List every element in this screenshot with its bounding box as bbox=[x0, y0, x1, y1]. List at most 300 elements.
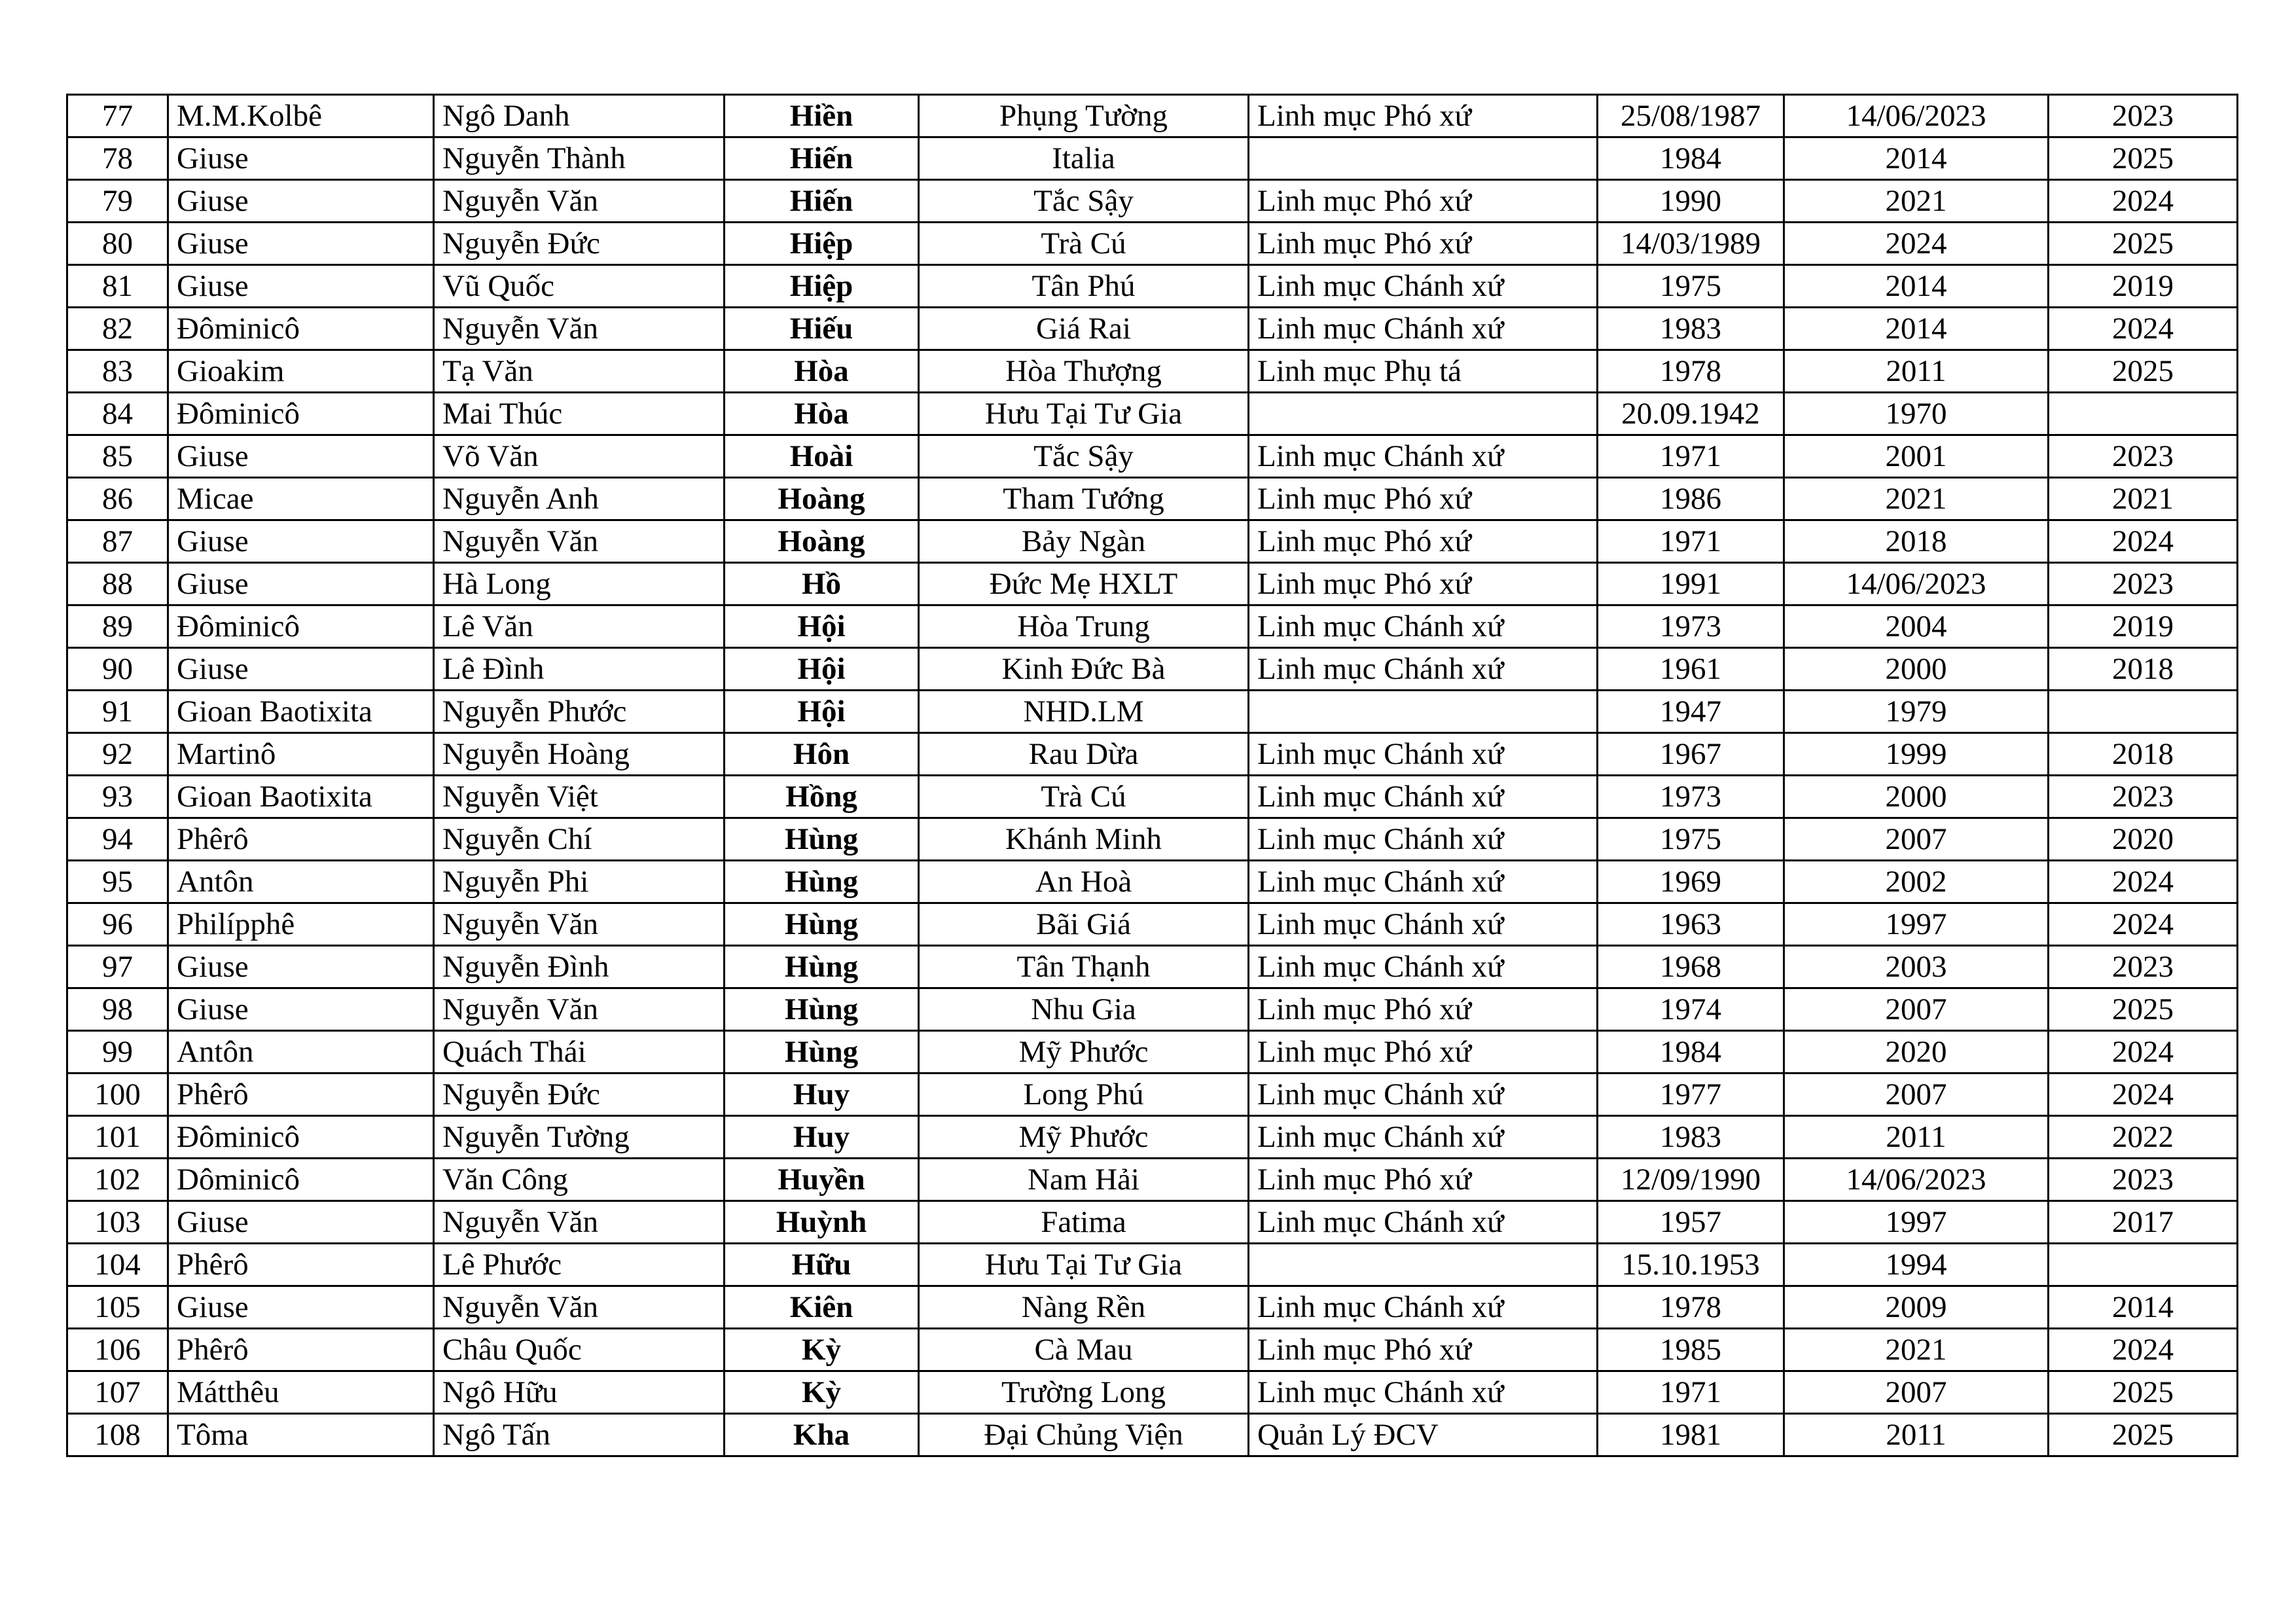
cell-row-number: 93 bbox=[67, 776, 168, 818]
cell-appointment-year: 2024 bbox=[2049, 1031, 2238, 1074]
table-row bbox=[67, 776, 2238, 818]
cell-given-name: Huyền bbox=[725, 1159, 919, 1201]
cell-appointment-year bbox=[2049, 393, 2238, 435]
cell-family-name: Văn Công bbox=[434, 1159, 725, 1201]
cell-given-name: Hùng bbox=[725, 861, 919, 903]
cell-appointment-year: 2014 bbox=[2049, 1286, 2238, 1329]
table-row bbox=[67, 1116, 2238, 1159]
table-row bbox=[67, 1201, 2238, 1244]
cell-birth-date: 1986 bbox=[1598, 478, 1784, 520]
cell-birth-date: 1973 bbox=[1598, 776, 1784, 818]
cell-appointment-year: 2025 bbox=[2049, 988, 2238, 1031]
cell-appointment-year: 2019 bbox=[2049, 265, 2238, 308]
cell-ordination-date: 2001 bbox=[1784, 435, 2049, 478]
cell-ordination-date: 2003 bbox=[1784, 946, 2049, 988]
cell-family-name: Nguyễn Văn bbox=[434, 308, 725, 350]
cell-row-number: 78 bbox=[67, 137, 168, 180]
cell-birth-date: 1983 bbox=[1598, 308, 1784, 350]
cell-row-number: 85 bbox=[67, 435, 168, 478]
cell-row-number: 88 bbox=[67, 563, 168, 605]
cell-family-name: Nguyễn Văn bbox=[434, 1201, 725, 1244]
cell-role: Linh mục Phó xứ bbox=[1249, 988, 1598, 1031]
cell-saint-name: Antôn bbox=[168, 1031, 434, 1074]
cell-appointment-year bbox=[2049, 691, 2238, 733]
cell-ordination-date: 2014 bbox=[1784, 308, 2049, 350]
table-row bbox=[67, 393, 2238, 435]
cell-appointment-year: 2025 bbox=[2049, 137, 2238, 180]
table-row bbox=[67, 691, 2238, 733]
cell-given-name: Hồng bbox=[725, 776, 919, 818]
cell-family-name: Nguyễn Đức bbox=[434, 1074, 725, 1116]
cell-role: Linh mục Phó xứ bbox=[1249, 1031, 1598, 1074]
cell-given-name: Hội bbox=[725, 691, 919, 733]
cell-saint-name: Giuse bbox=[168, 648, 434, 691]
cell-ordination-date: 1994 bbox=[1784, 1244, 2049, 1286]
table-row bbox=[67, 223, 2238, 265]
cell-row-number: 105 bbox=[67, 1286, 168, 1329]
cell-ordination-date: 1997 bbox=[1784, 903, 2049, 946]
cell-row-number: 81 bbox=[67, 265, 168, 308]
cell-given-name: Hiệp bbox=[725, 265, 919, 308]
cell-given-name: Huy bbox=[725, 1116, 919, 1159]
cell-family-name: Ngô Hữu bbox=[434, 1371, 725, 1414]
cell-appointment-year: 2024 bbox=[2049, 308, 2238, 350]
cell-ordination-date: 2014 bbox=[1784, 265, 2049, 308]
cell-role: Linh mục Chánh xứ bbox=[1249, 1286, 1598, 1329]
table-row bbox=[67, 478, 2238, 520]
cell-appointment-year: 2025 bbox=[2049, 223, 2238, 265]
cell-row-number: 98 bbox=[67, 988, 168, 1031]
cell-given-name: Hiền bbox=[725, 95, 919, 137]
cell-family-name: Nguyễn Thành bbox=[434, 137, 725, 180]
cell-parish: Hòa Thượng bbox=[919, 350, 1249, 393]
cell-given-name: Hoàng bbox=[725, 520, 919, 563]
cell-row-number: 97 bbox=[67, 946, 168, 988]
cell-appointment-year: 2020 bbox=[2049, 818, 2238, 861]
cell-ordination-date: 14/06/2023 bbox=[1784, 95, 2049, 137]
cell-birth-date: 1981 bbox=[1598, 1414, 1784, 1456]
cell-row-number: 77 bbox=[67, 95, 168, 137]
cell-birth-date: 1971 bbox=[1598, 520, 1784, 563]
cell-saint-name: Giuse bbox=[168, 946, 434, 988]
cell-parish: Italia bbox=[919, 137, 1249, 180]
cell-family-name: Hà Long bbox=[434, 563, 725, 605]
cell-ordination-date: 2007 bbox=[1784, 1074, 2049, 1116]
cell-role: Linh mục Phó xứ bbox=[1249, 1159, 1598, 1201]
cell-family-name: Ngô Tấn bbox=[434, 1414, 725, 1456]
table-row bbox=[67, 520, 2238, 563]
cell-parish: An Hoà bbox=[919, 861, 1249, 903]
cell-birth-date: 1985 bbox=[1598, 1329, 1784, 1371]
cell-given-name: Huy bbox=[725, 1074, 919, 1116]
cell-role: Linh mục Chánh xứ bbox=[1249, 605, 1598, 648]
cell-ordination-date: 2009 bbox=[1784, 1286, 2049, 1329]
cell-parish: Rau Dừa bbox=[919, 733, 1249, 776]
table-row bbox=[67, 861, 2238, 903]
cell-given-name: Hôn bbox=[725, 733, 919, 776]
cell-family-name: Nguyễn Văn bbox=[434, 988, 725, 1031]
cell-appointment-year: 2021 bbox=[2049, 478, 2238, 520]
table-row bbox=[67, 1031, 2238, 1074]
cell-row-number: 84 bbox=[67, 393, 168, 435]
cell-parish: Hưu Tại Tư Gia bbox=[919, 393, 1249, 435]
table-row bbox=[67, 350, 2238, 393]
cell-birth-date: 1978 bbox=[1598, 1286, 1784, 1329]
cell-ordination-date: 2002 bbox=[1784, 861, 2049, 903]
cell-row-number: 92 bbox=[67, 733, 168, 776]
cell-role: Linh mục Phó xứ bbox=[1249, 180, 1598, 223]
cell-parish: Hòa Trung bbox=[919, 605, 1249, 648]
cell-appointment-year: 2025 bbox=[2049, 1414, 2238, 1456]
cell-birth-date: 1983 bbox=[1598, 1116, 1784, 1159]
cell-row-number: 89 bbox=[67, 605, 168, 648]
cell-role: Linh mục Chánh xứ bbox=[1249, 733, 1598, 776]
cell-row-number: 106 bbox=[67, 1329, 168, 1371]
cell-parish: NHD.LM bbox=[919, 691, 1249, 733]
cell-appointment-year: 2022 bbox=[2049, 1116, 2238, 1159]
cell-row-number: 94 bbox=[67, 818, 168, 861]
cell-appointment-year: 2024 bbox=[2049, 903, 2238, 946]
cell-family-name: Võ Văn bbox=[434, 435, 725, 478]
cell-row-number: 86 bbox=[67, 478, 168, 520]
cell-role bbox=[1249, 1244, 1598, 1286]
cell-parish: Trà Cú bbox=[919, 223, 1249, 265]
cell-saint-name: Giuse bbox=[168, 1201, 434, 1244]
cell-ordination-date: 14/06/2023 bbox=[1784, 563, 2049, 605]
cell-row-number: 101 bbox=[67, 1116, 168, 1159]
cell-ordination-date: 14/06/2023 bbox=[1784, 1159, 2049, 1201]
cell-family-name: Lê Văn bbox=[434, 605, 725, 648]
cell-given-name: Hòa bbox=[725, 393, 919, 435]
cell-saint-name: Philípphê bbox=[168, 903, 434, 946]
cell-birth-date: 20.09.1942 bbox=[1598, 393, 1784, 435]
cell-parish: Tân Thạnh bbox=[919, 946, 1249, 988]
cell-role: Linh mục Chánh xứ bbox=[1249, 818, 1598, 861]
cell-birth-date: 1971 bbox=[1598, 1371, 1784, 1414]
table-row bbox=[67, 1371, 2238, 1414]
cell-role: Linh mục Chánh xứ bbox=[1249, 946, 1598, 988]
cell-saint-name: Martinô bbox=[168, 733, 434, 776]
cell-appointment-year: 2023 bbox=[2049, 776, 2238, 818]
cell-role: Linh mục Phó xứ bbox=[1249, 563, 1598, 605]
cell-family-name: Nguyễn Đức bbox=[434, 223, 725, 265]
table-row bbox=[67, 1329, 2238, 1371]
cell-saint-name: Tôma bbox=[168, 1414, 434, 1456]
cell-role: Linh mục Chánh xứ bbox=[1249, 308, 1598, 350]
cell-given-name: Hùng bbox=[725, 988, 919, 1031]
cell-family-name: Châu Quốc bbox=[434, 1329, 725, 1371]
cell-row-number: 90 bbox=[67, 648, 168, 691]
cell-appointment-year: 2023 bbox=[2049, 563, 2238, 605]
table-row bbox=[67, 946, 2238, 988]
cell-ordination-date: 2021 bbox=[1784, 1329, 2049, 1371]
cell-row-number: 79 bbox=[67, 180, 168, 223]
cell-birth-date: 1963 bbox=[1598, 903, 1784, 946]
cell-given-name: Hội bbox=[725, 605, 919, 648]
cell-parish: Cà Mau bbox=[919, 1329, 1249, 1371]
cell-row-number: 107 bbox=[67, 1371, 168, 1414]
cell-birth-date: 1974 bbox=[1598, 988, 1784, 1031]
table-row bbox=[67, 988, 2238, 1031]
cell-row-number: 103 bbox=[67, 1201, 168, 1244]
cell-saint-name: Phêrô bbox=[168, 1329, 434, 1371]
cell-given-name: Kiên bbox=[725, 1286, 919, 1329]
cell-parish: Bãi Giá bbox=[919, 903, 1249, 946]
cell-saint-name: Giuse bbox=[168, 988, 434, 1031]
cell-role: Linh mục Chánh xứ bbox=[1249, 1116, 1598, 1159]
cell-ordination-date: 1997 bbox=[1784, 1201, 2049, 1244]
cell-appointment-year: 2023 bbox=[2049, 435, 2238, 478]
table-row bbox=[67, 903, 2238, 946]
cell-ordination-date: 2000 bbox=[1784, 776, 2049, 818]
cell-parish: Tắc Sậy bbox=[919, 180, 1249, 223]
cell-row-number: 108 bbox=[67, 1414, 168, 1456]
cell-parish: Nhu Gia bbox=[919, 988, 1249, 1031]
cell-birth-date: 1984 bbox=[1598, 1031, 1784, 1074]
cell-birth-date: 1977 bbox=[1598, 1074, 1784, 1116]
cell-role: Linh mục Phó xứ bbox=[1249, 223, 1598, 265]
cell-saint-name: Antôn bbox=[168, 861, 434, 903]
cell-ordination-date: 2000 bbox=[1784, 648, 2049, 691]
cell-ordination-date: 2011 bbox=[1784, 1116, 2049, 1159]
cell-row-number: 102 bbox=[67, 1159, 168, 1201]
cell-parish: Tân Phú bbox=[919, 265, 1249, 308]
cell-saint-name: Đôminicô bbox=[168, 1116, 434, 1159]
cell-given-name: Hiến bbox=[725, 137, 919, 180]
cell-saint-name: Giuse bbox=[168, 520, 434, 563]
cell-family-name: Nguyễn Phi bbox=[434, 861, 725, 903]
cell-given-name: Hùng bbox=[725, 1031, 919, 1074]
cell-role bbox=[1249, 393, 1598, 435]
cell-saint-name: M.M.Kolbê bbox=[168, 95, 434, 137]
cell-given-name: Kỳ bbox=[725, 1329, 919, 1371]
cell-saint-name: Giuse bbox=[168, 180, 434, 223]
cell-appointment-year: 2018 bbox=[2049, 648, 2238, 691]
cell-family-name: Quách Thái bbox=[434, 1031, 725, 1074]
cell-parish: Kinh Đức Bà bbox=[919, 648, 1249, 691]
cell-role: Linh mục Chánh xứ bbox=[1249, 265, 1598, 308]
cell-parish: Tắc Sậy bbox=[919, 435, 1249, 478]
cell-parish: Fatima bbox=[919, 1201, 1249, 1244]
table-row bbox=[67, 648, 2238, 691]
cell-row-number: 91 bbox=[67, 691, 168, 733]
cell-saint-name: Phêrô bbox=[168, 1244, 434, 1286]
cell-parish: Phụng Tường bbox=[919, 95, 1249, 137]
cell-row-number: 104 bbox=[67, 1244, 168, 1286]
cell-ordination-date: 2021 bbox=[1784, 478, 2049, 520]
cell-role: Linh mục Phó xứ bbox=[1249, 95, 1598, 137]
cell-family-name: Nguyễn Tường bbox=[434, 1116, 725, 1159]
cell-saint-name: Giuse bbox=[168, 223, 434, 265]
cell-appointment-year: 2025 bbox=[2049, 1371, 2238, 1414]
cell-given-name: Hiến bbox=[725, 180, 919, 223]
table-row bbox=[67, 605, 2238, 648]
cell-birth-date: 1957 bbox=[1598, 1201, 1784, 1244]
cell-family-name: Nguyễn Văn bbox=[434, 180, 725, 223]
cell-saint-name: Giuse bbox=[168, 265, 434, 308]
cell-parish: Giá Rai bbox=[919, 308, 1249, 350]
cell-given-name: Hùng bbox=[725, 903, 919, 946]
cell-given-name: Hòa bbox=[725, 350, 919, 393]
cell-birth-date: 14/03/1989 bbox=[1598, 223, 1784, 265]
cell-ordination-date: 2007 bbox=[1784, 1371, 2049, 1414]
cell-given-name: Hùng bbox=[725, 946, 919, 988]
cell-given-name: Hùng bbox=[725, 818, 919, 861]
cell-given-name: Hiếu bbox=[725, 308, 919, 350]
cell-given-name: Hồ bbox=[725, 563, 919, 605]
table-row bbox=[67, 137, 2238, 180]
cell-family-name: Tạ Văn bbox=[434, 350, 725, 393]
cell-given-name: Hội bbox=[725, 648, 919, 691]
cell-saint-name: Đôminicô bbox=[168, 393, 434, 435]
cell-family-name: Nguyễn Văn bbox=[434, 1286, 725, 1329]
cell-ordination-date: 2024 bbox=[1784, 223, 2049, 265]
cell-saint-name: Gioakim bbox=[168, 350, 434, 393]
cell-row-number: 83 bbox=[67, 350, 168, 393]
cell-ordination-date: 1999 bbox=[1784, 733, 2049, 776]
table-row bbox=[67, 308, 2238, 350]
cell-ordination-date: 2007 bbox=[1784, 988, 2049, 1031]
cell-birth-date: 1967 bbox=[1598, 733, 1784, 776]
cell-role bbox=[1249, 137, 1598, 180]
cell-parish: Mỹ Phước bbox=[919, 1116, 1249, 1159]
cell-parish: Đại Chủng Viện bbox=[919, 1414, 1249, 1456]
cell-family-name: Nguyễn Đình bbox=[434, 946, 725, 988]
table-row bbox=[67, 563, 2238, 605]
cell-appointment-year: 2023 bbox=[2049, 1159, 2238, 1201]
cell-ordination-date: 1970 bbox=[1784, 393, 2049, 435]
cell-parish: Nam Hải bbox=[919, 1159, 1249, 1201]
cell-ordination-date: 1979 bbox=[1784, 691, 2049, 733]
cell-role: Linh mục Chánh xứ bbox=[1249, 1201, 1598, 1244]
cell-given-name: Hiệp bbox=[725, 223, 919, 265]
cell-family-name: Lê Phước bbox=[434, 1244, 725, 1286]
cell-family-name: Mai Thúc bbox=[434, 393, 725, 435]
cell-role: Linh mục Chánh xứ bbox=[1249, 776, 1598, 818]
cell-ordination-date: 2011 bbox=[1784, 350, 2049, 393]
table-row bbox=[67, 1074, 2238, 1116]
cell-row-number: 100 bbox=[67, 1074, 168, 1116]
cell-ordination-date: 2014 bbox=[1784, 137, 2049, 180]
table-row bbox=[67, 1414, 2238, 1456]
cell-birth-date: 1990 bbox=[1598, 180, 1784, 223]
cell-role: Linh mục Phó xứ bbox=[1249, 520, 1598, 563]
table-row bbox=[67, 265, 2238, 308]
cell-role bbox=[1249, 691, 1598, 733]
cell-given-name: Kha bbox=[725, 1414, 919, 1456]
cell-parish: Bảy Ngàn bbox=[919, 520, 1249, 563]
cell-parish: Đức Mẹ HXLT bbox=[919, 563, 1249, 605]
cell-family-name: Nguyễn Chí bbox=[434, 818, 725, 861]
cell-parish: Tham Tướng bbox=[919, 478, 1249, 520]
table-row bbox=[67, 1286, 2238, 1329]
cell-appointment-year: 2019 bbox=[2049, 605, 2238, 648]
cell-birth-date: 1961 bbox=[1598, 648, 1784, 691]
cell-saint-name: Giuse bbox=[168, 435, 434, 478]
cell-parish: Hưu Tại Tư Gia bbox=[919, 1244, 1249, 1286]
cell-appointment-year: 2017 bbox=[2049, 1201, 2238, 1244]
cell-appointment-year: 2024 bbox=[2049, 1329, 2238, 1371]
cell-appointment-year bbox=[2049, 1244, 2238, 1286]
cell-ordination-date: 2021 bbox=[1784, 180, 2049, 223]
cell-appointment-year: 2018 bbox=[2049, 733, 2238, 776]
cell-family-name: Nguyễn Hoàng bbox=[434, 733, 725, 776]
cell-family-name: Vũ Quốc bbox=[434, 265, 725, 308]
cell-saint-name: Phêrô bbox=[168, 1074, 434, 1116]
cell-birth-date: 1947 bbox=[1598, 691, 1784, 733]
cell-birth-date: 1984 bbox=[1598, 137, 1784, 180]
cell-row-number: 95 bbox=[67, 861, 168, 903]
cell-appointment-year: 2024 bbox=[2049, 520, 2238, 563]
cell-role: Linh mục Chánh xứ bbox=[1249, 1074, 1598, 1116]
cell-given-name: Kỳ bbox=[725, 1371, 919, 1414]
cell-appointment-year: 2023 bbox=[2049, 946, 2238, 988]
cell-ordination-date: 2020 bbox=[1784, 1031, 2049, 1074]
cell-family-name: Nguyễn Phước bbox=[434, 691, 725, 733]
table-body bbox=[67, 95, 2238, 1456]
cell-family-name: Nguyễn Văn bbox=[434, 520, 725, 563]
cell-parish: Khánh Minh bbox=[919, 818, 1249, 861]
cell-row-number: 87 bbox=[67, 520, 168, 563]
cell-saint-name: Giuse bbox=[168, 563, 434, 605]
cell-parish: Trường Long bbox=[919, 1371, 1249, 1414]
cell-role: Linh mục Phó xứ bbox=[1249, 478, 1598, 520]
table-row bbox=[67, 1244, 2238, 1286]
table-row bbox=[67, 435, 2238, 478]
cell-parish: Trà Cú bbox=[919, 776, 1249, 818]
table-row bbox=[67, 818, 2238, 861]
table-row bbox=[67, 1159, 2238, 1201]
cell-saint-name: Micae bbox=[168, 478, 434, 520]
cell-appointment-year: 2025 bbox=[2049, 350, 2238, 393]
cell-birth-date: 1968 bbox=[1598, 946, 1784, 988]
cell-family-name: Nguyễn Anh bbox=[434, 478, 725, 520]
cell-saint-name: Gioan Baotixita bbox=[168, 691, 434, 733]
cell-saint-name: Giuse bbox=[168, 137, 434, 180]
cell-saint-name: Gioan Baotixita bbox=[168, 776, 434, 818]
cell-birth-date: 1971 bbox=[1598, 435, 1784, 478]
cell-saint-name: Phêrô bbox=[168, 818, 434, 861]
cell-ordination-date: 2007 bbox=[1784, 818, 2049, 861]
cell-saint-name: Đôminicô bbox=[168, 308, 434, 350]
cell-role: Linh mục Chánh xứ bbox=[1249, 1371, 1598, 1414]
clergy-table bbox=[66, 94, 2238, 1457]
cell-birth-date: 25/08/1987 bbox=[1598, 95, 1784, 137]
cell-birth-date: 12/09/1990 bbox=[1598, 1159, 1784, 1201]
cell-appointment-year: 2024 bbox=[2049, 180, 2238, 223]
cell-saint-name: Giuse bbox=[168, 1286, 434, 1329]
cell-given-name: Hoàng bbox=[725, 478, 919, 520]
cell-role: Linh mục Chánh xứ bbox=[1249, 903, 1598, 946]
cell-given-name: Hoài bbox=[725, 435, 919, 478]
cell-parish: Mỹ Phước bbox=[919, 1031, 1249, 1074]
cell-family-name: Lê Đình bbox=[434, 648, 725, 691]
cell-role: Quản Lý ĐCV bbox=[1249, 1414, 1598, 1456]
cell-ordination-date: 2018 bbox=[1784, 520, 2049, 563]
cell-birth-date: 1975 bbox=[1598, 818, 1784, 861]
cell-birth-date: 1991 bbox=[1598, 563, 1784, 605]
cell-role: Linh mục Chánh xứ bbox=[1249, 435, 1598, 478]
cell-birth-date: 15.10.1953 bbox=[1598, 1244, 1784, 1286]
table-row bbox=[67, 180, 2238, 223]
cell-birth-date: 1978 bbox=[1598, 350, 1784, 393]
cell-family-name: Ngô Danh bbox=[434, 95, 725, 137]
cell-parish: Nàng Rền bbox=[919, 1286, 1249, 1329]
cell-role: Linh mục Phó xứ bbox=[1249, 1329, 1598, 1371]
cell-given-name: Huỳnh bbox=[725, 1201, 919, 1244]
cell-row-number: 96 bbox=[67, 903, 168, 946]
cell-appointment-year: 2023 bbox=[2049, 95, 2238, 137]
